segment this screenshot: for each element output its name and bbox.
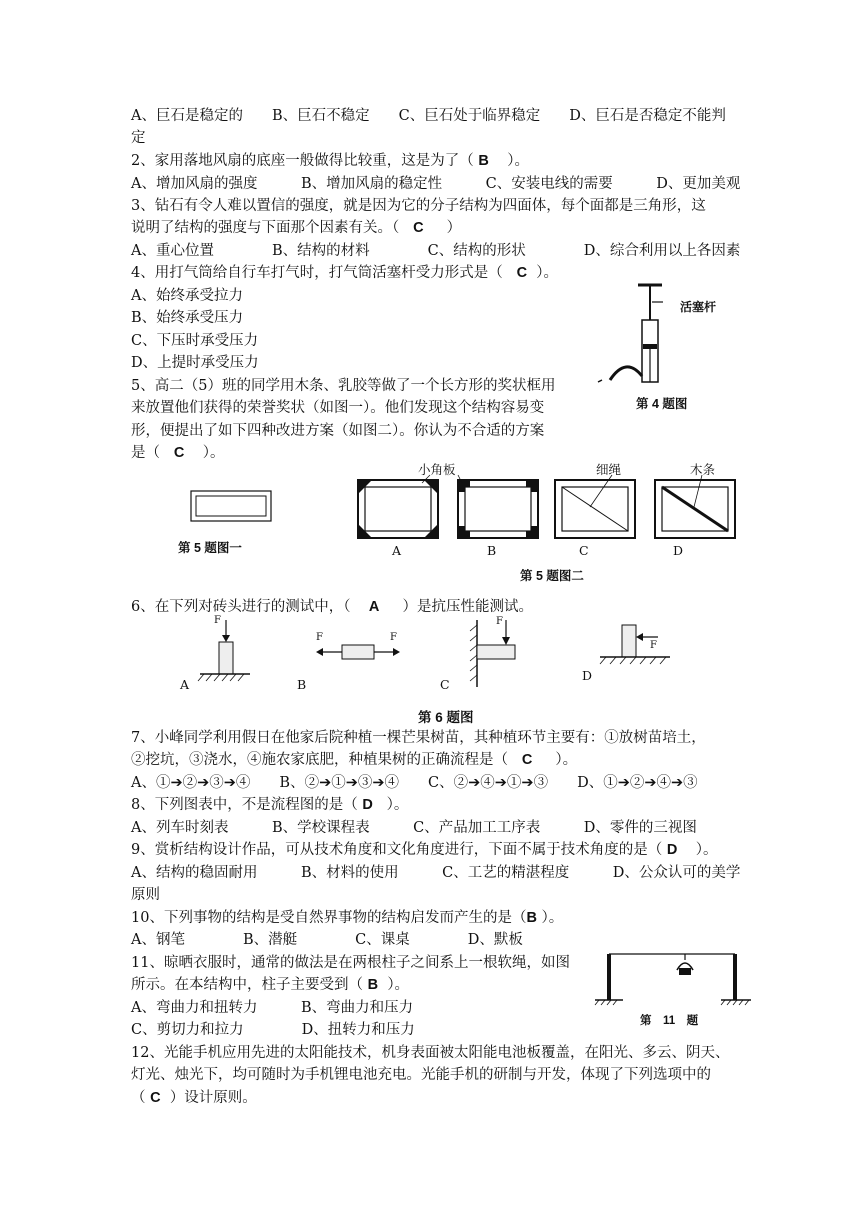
q6-force-label-c: F	[496, 616, 503, 627]
q4-piston-label: 活塞杆	[680, 300, 717, 314]
q9-stem: 9、赏析结构设计作品，可从技术角度和文化角度进行，下面不属于技术角度的是（ D ）。	[131, 842, 718, 858]
q6-force-label-d: F	[650, 640, 657, 651]
q5-option-letter-c: C	[579, 543, 589, 558]
q7-stem-line2: ②挖坑，③浇水，④施农家底肥，种植果树的正确流程是（ C ）。	[131, 752, 578, 768]
q5-stem-line3: 形，便提出了如下四种改进方案（如图二）。你认为不合适的方案	[131, 423, 545, 439]
q1-options-cont: 定	[131, 130, 146, 146]
q11-answer: B	[367, 977, 379, 993]
q7-stem-line1: 7、小峰同学利用假日在他家后院种植一棵芒果树苗，其种植环节主要有：①放树苗培土，	[131, 730, 706, 746]
q6-stem: 6、在下列对砖头进行的测试中，（ A ）是抗压性能测试。	[131, 599, 533, 615]
q3-stem-line2: 说明了结构的强度与下面那个因素有关。（ C ）	[131, 220, 462, 236]
q6-option-letter-d: D	[582, 668, 593, 683]
q5-option-letter-a: A	[392, 543, 402, 558]
q4-stem: 4、用打气筒给自行车打气时，打气筒活塞杆受力形式是（ C ）。	[131, 265, 559, 281]
q5-wood-label: 木条	[690, 462, 716, 477]
q7-answer: C	[521, 752, 533, 768]
q11-clothesline-figure	[595, 948, 755, 1008]
q5-frame-figure-2	[350, 475, 750, 545]
q10-options: A、钢笔 B、潜艇 C、课桌 D、默板	[131, 932, 523, 948]
q12-stem-line3: （ C ）设计原则。	[131, 1090, 257, 1106]
q1-options: A、巨石是稳定的 B、巨石不稳定 C、巨石处于临界稳定 D、巨石是否稳定不能判	[131, 108, 726, 124]
q6-test-figures	[170, 615, 690, 695]
q11-stem-line1: 11、晾晒衣服时，通常的做法是在两根柱子之间系上一根软绳，如图	[131, 955, 570, 971]
q5-frame-figure-1	[190, 490, 272, 522]
q3-answer: C	[413, 220, 424, 236]
q8-options: A、列车时刻表 B、学校课程表 C、产品加工工序表 D、零件的三视图	[131, 820, 697, 836]
q11-stem-line2: 所示。在本结构中，柱子主要受到（ B ）。	[131, 977, 410, 993]
q6-option-letter-b: B	[297, 677, 307, 692]
q4-option-c: C、下压时承受压力	[131, 333, 259, 349]
q12-stem-line1: 12、光能手机应用先进的太阳能技术，机身表面被太阳能电池板覆盖，在阳光、多云、阴天、	[131, 1045, 730, 1061]
q5-figure2-caption: 第 5 题图二	[520, 569, 584, 583]
q3-stem-line1: 3、钻石有令人难以置信的强度，就是因为它的分子结构为四面体，每个面都是三角形，这	[131, 198, 706, 214]
q9-options: A、结构的稳固耐用 B、材料的使用 C、工艺的精湛程度 D、公众认可的美学	[131, 865, 741, 881]
q12-stem-line2: 灯光、烛光下，均可随时为手机锂电池充电。光能手机的研制与开发，体现了下列选项中的	[131, 1067, 711, 1083]
q10-answer: B	[526, 910, 537, 926]
q4-pump-figure	[590, 280, 740, 390]
q4-option-a: A、始终承受拉力	[131, 288, 243, 304]
q8-stem: 8、下列图表中，不是流程图的是（ D ）。	[131, 797, 409, 813]
q2-stem: 2、家用落地风扇的底座一般做得比较重，这是为了（ B ）。	[131, 153, 530, 169]
q9-answer: D	[666, 842, 678, 858]
q12-answer: C	[150, 1090, 161, 1106]
q3-options: A、重心位置 B、结构的材料 C、结构的形状 D、综合利用以上各因素	[131, 243, 741, 259]
q5-stem-line1: 5、高二（5）班的同学用木条、乳胶等做了一个长方形的奖状框用	[131, 378, 556, 394]
q6-figure-caption: 第 6 题图	[418, 710, 474, 725]
q5-string-label: 细绳	[596, 462, 622, 477]
q5-corner-label: 小角板	[418, 462, 456, 477]
q9-options-cont: 原则	[131, 887, 160, 903]
q6-force-label-b-left: F	[316, 632, 323, 643]
q6-option-letter-a: A	[180, 677, 190, 692]
q4-option-d: D、上提时承受压力	[131, 355, 259, 371]
q5-stem-line2: 来放置他们获得的荣誉奖状（如图一）。他们发现这个结构容易变	[131, 400, 545, 416]
q5-option-letter-b: B	[487, 543, 497, 558]
q5-figure1-caption: 第 5 题图一	[178, 541, 242, 555]
q10-stem: 10、下列事物的结构是受自然界事物的结构启发而产生的是（B ）。	[131, 910, 564, 926]
q4-option-b: B、始终承受压力	[131, 310, 244, 326]
q4-answer: C	[516, 265, 528, 281]
q5-answer: C	[173, 445, 185, 461]
q6-force-label-a: F	[214, 615, 221, 626]
q8-answer: D	[362, 797, 373, 813]
q2-options: A、增加风扇的强度 B、增加风扇的稳定性 C、安装电线的需要 D、更加美观	[131, 176, 741, 192]
q11-options-cd: C、剪切力和拉力 D、扭转力和压力	[131, 1022, 415, 1038]
q11-options-ab: A、弯曲力和扭转力 B、弯曲力和压力	[131, 1000, 414, 1016]
q6-option-letter-c: C	[440, 677, 450, 692]
q5-stem-line4: 是（ C ）。	[131, 445, 225, 461]
q11-figure-caption: 第 11 题	[640, 1015, 699, 1027]
q6-answer: A	[368, 599, 380, 615]
q4-figure-caption: 第 4 题图	[636, 397, 688, 411]
q2-answer: B	[478, 153, 489, 169]
q6-force-label-b-right: F	[390, 632, 397, 643]
q7-options: A、①➔②➔③➔④ B、②➔①➔③➔④ C、②➔④➔①➔③ D、①➔②➔④➔③	[131, 775, 698, 791]
q5-option-letter-d: D	[673, 543, 684, 558]
